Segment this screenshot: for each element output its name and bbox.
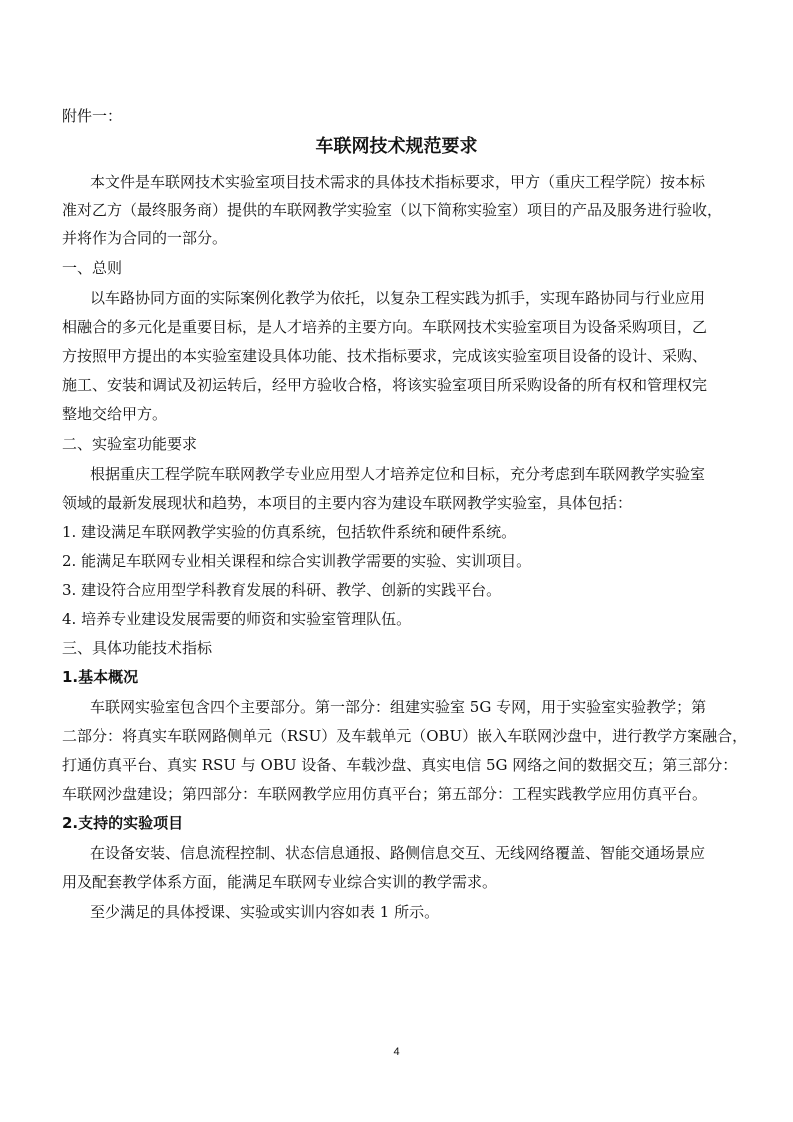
section2-item-1: 1. 建设满足车联网教学实验的仿真系统，包括软件系统和硬件系统。 xyxy=(62,523,517,541)
section2-item-3: 3. 建设符合应用型学科教育发展的科研、教学、创新的实践平台。 xyxy=(62,581,502,599)
section3-sub1-line-4: 车联网沙盘建设；第四部分：车联网教学应用仿真平台；第五部分：工程实践教学应用仿真平台。 xyxy=(62,785,708,803)
section1-heading: 一、总则 xyxy=(62,259,123,277)
section1-line-4: 施工、安装和调试及初运转后，经甲方验收合格，将该实验室项目所采购设备的所有权和管理权完 xyxy=(62,376,708,394)
section1-line-5: 整地交给甲方。 xyxy=(62,405,168,423)
section3-heading: 三、具体功能技术指标 xyxy=(62,639,213,657)
intro-line-2: 准对乙方（最终服务商）提供的车联网教学实验室（以下简称实验室）项目的产品及服务进行验收， xyxy=(62,201,723,219)
section3-sub2-heading: 2.支持的实验项目 xyxy=(62,814,184,832)
attachment-label: 附件一： xyxy=(62,107,123,125)
intro-line-3: 并将作为合同的一部分。 xyxy=(62,229,228,247)
section1-line-2: 相融合的多元化是重要目标，是人才培养的主要方向。车联网技术实验室项目为设备采购项目，乙 xyxy=(62,318,708,336)
document-title: 车联网技术规范要求 xyxy=(315,136,478,157)
section3-sub1-line-2: 二部分：将真实车联网路侧单元（RSU）及车载单元（OBU）嵌入车联网沙盘中，进行教学方案融合， xyxy=(62,727,748,745)
section1-line-1: 以车路协同方面的实际案例化教学为依托，以复杂工程实践为抓手，实现车路协同与行业应用 xyxy=(90,289,706,307)
section2-line-2: 领域的最新发展现状和趋势，本项目的主要内容为建设车联网教学实验室，具体包括： xyxy=(62,494,633,512)
page-number: 4 xyxy=(393,1046,400,1058)
section2-item-2: 2. 能满足车联网专业相关课程和综合实训教学需要的实验、实训项目。 xyxy=(62,552,532,570)
section2-item-4: 4. 培养专业建设发展需要的师资和实验室管理队伍。 xyxy=(62,610,412,628)
section1-line-3: 方按照甲方提出的本实验室建设具体功能、技术指标要求，完成该实验室项目设备的设计、采购、 xyxy=(62,347,708,365)
section3-sub1-line-1: 车联网实验室包含四个主要部分。第一部分：组建实验室 5G 专网，用于实验室实验教学；第 xyxy=(90,698,707,716)
section3-sub2-note: 至少满足的具体授课、实验或实训内容如表 1 所示。 xyxy=(90,903,440,921)
section2-heading: 二、实验室功能要求 xyxy=(62,435,198,453)
section3-sub2-line-2: 用及配套教学体系方面，能满足车联网专业综合实训的教学需求。 xyxy=(62,873,498,891)
section3-sub1-line-3: 打通仿真平台、真实 RSU 与 OBU 设备、车载沙盘、真实电信 5G 网络之间的数据交互；第三部分： xyxy=(62,756,738,774)
section3-sub1-heading: 1.基本概况 xyxy=(62,668,139,686)
section3-sub2-line-1: 在设备安装、信息流程控制、状态信息通报、路侧信息交互、无线网络覆盖、智能交通场景应 xyxy=(90,844,706,862)
intro-line-1: 本文件是车联网技术实验室项目技术需求的具体技术指标要求，甲方（重庆工程学院）按本标 xyxy=(90,173,706,191)
section2-line-1: 根据重庆工程学院车联网教学专业应用型人才培养定位和目标，充分考虑到车联网教学实验室 xyxy=(90,465,706,483)
